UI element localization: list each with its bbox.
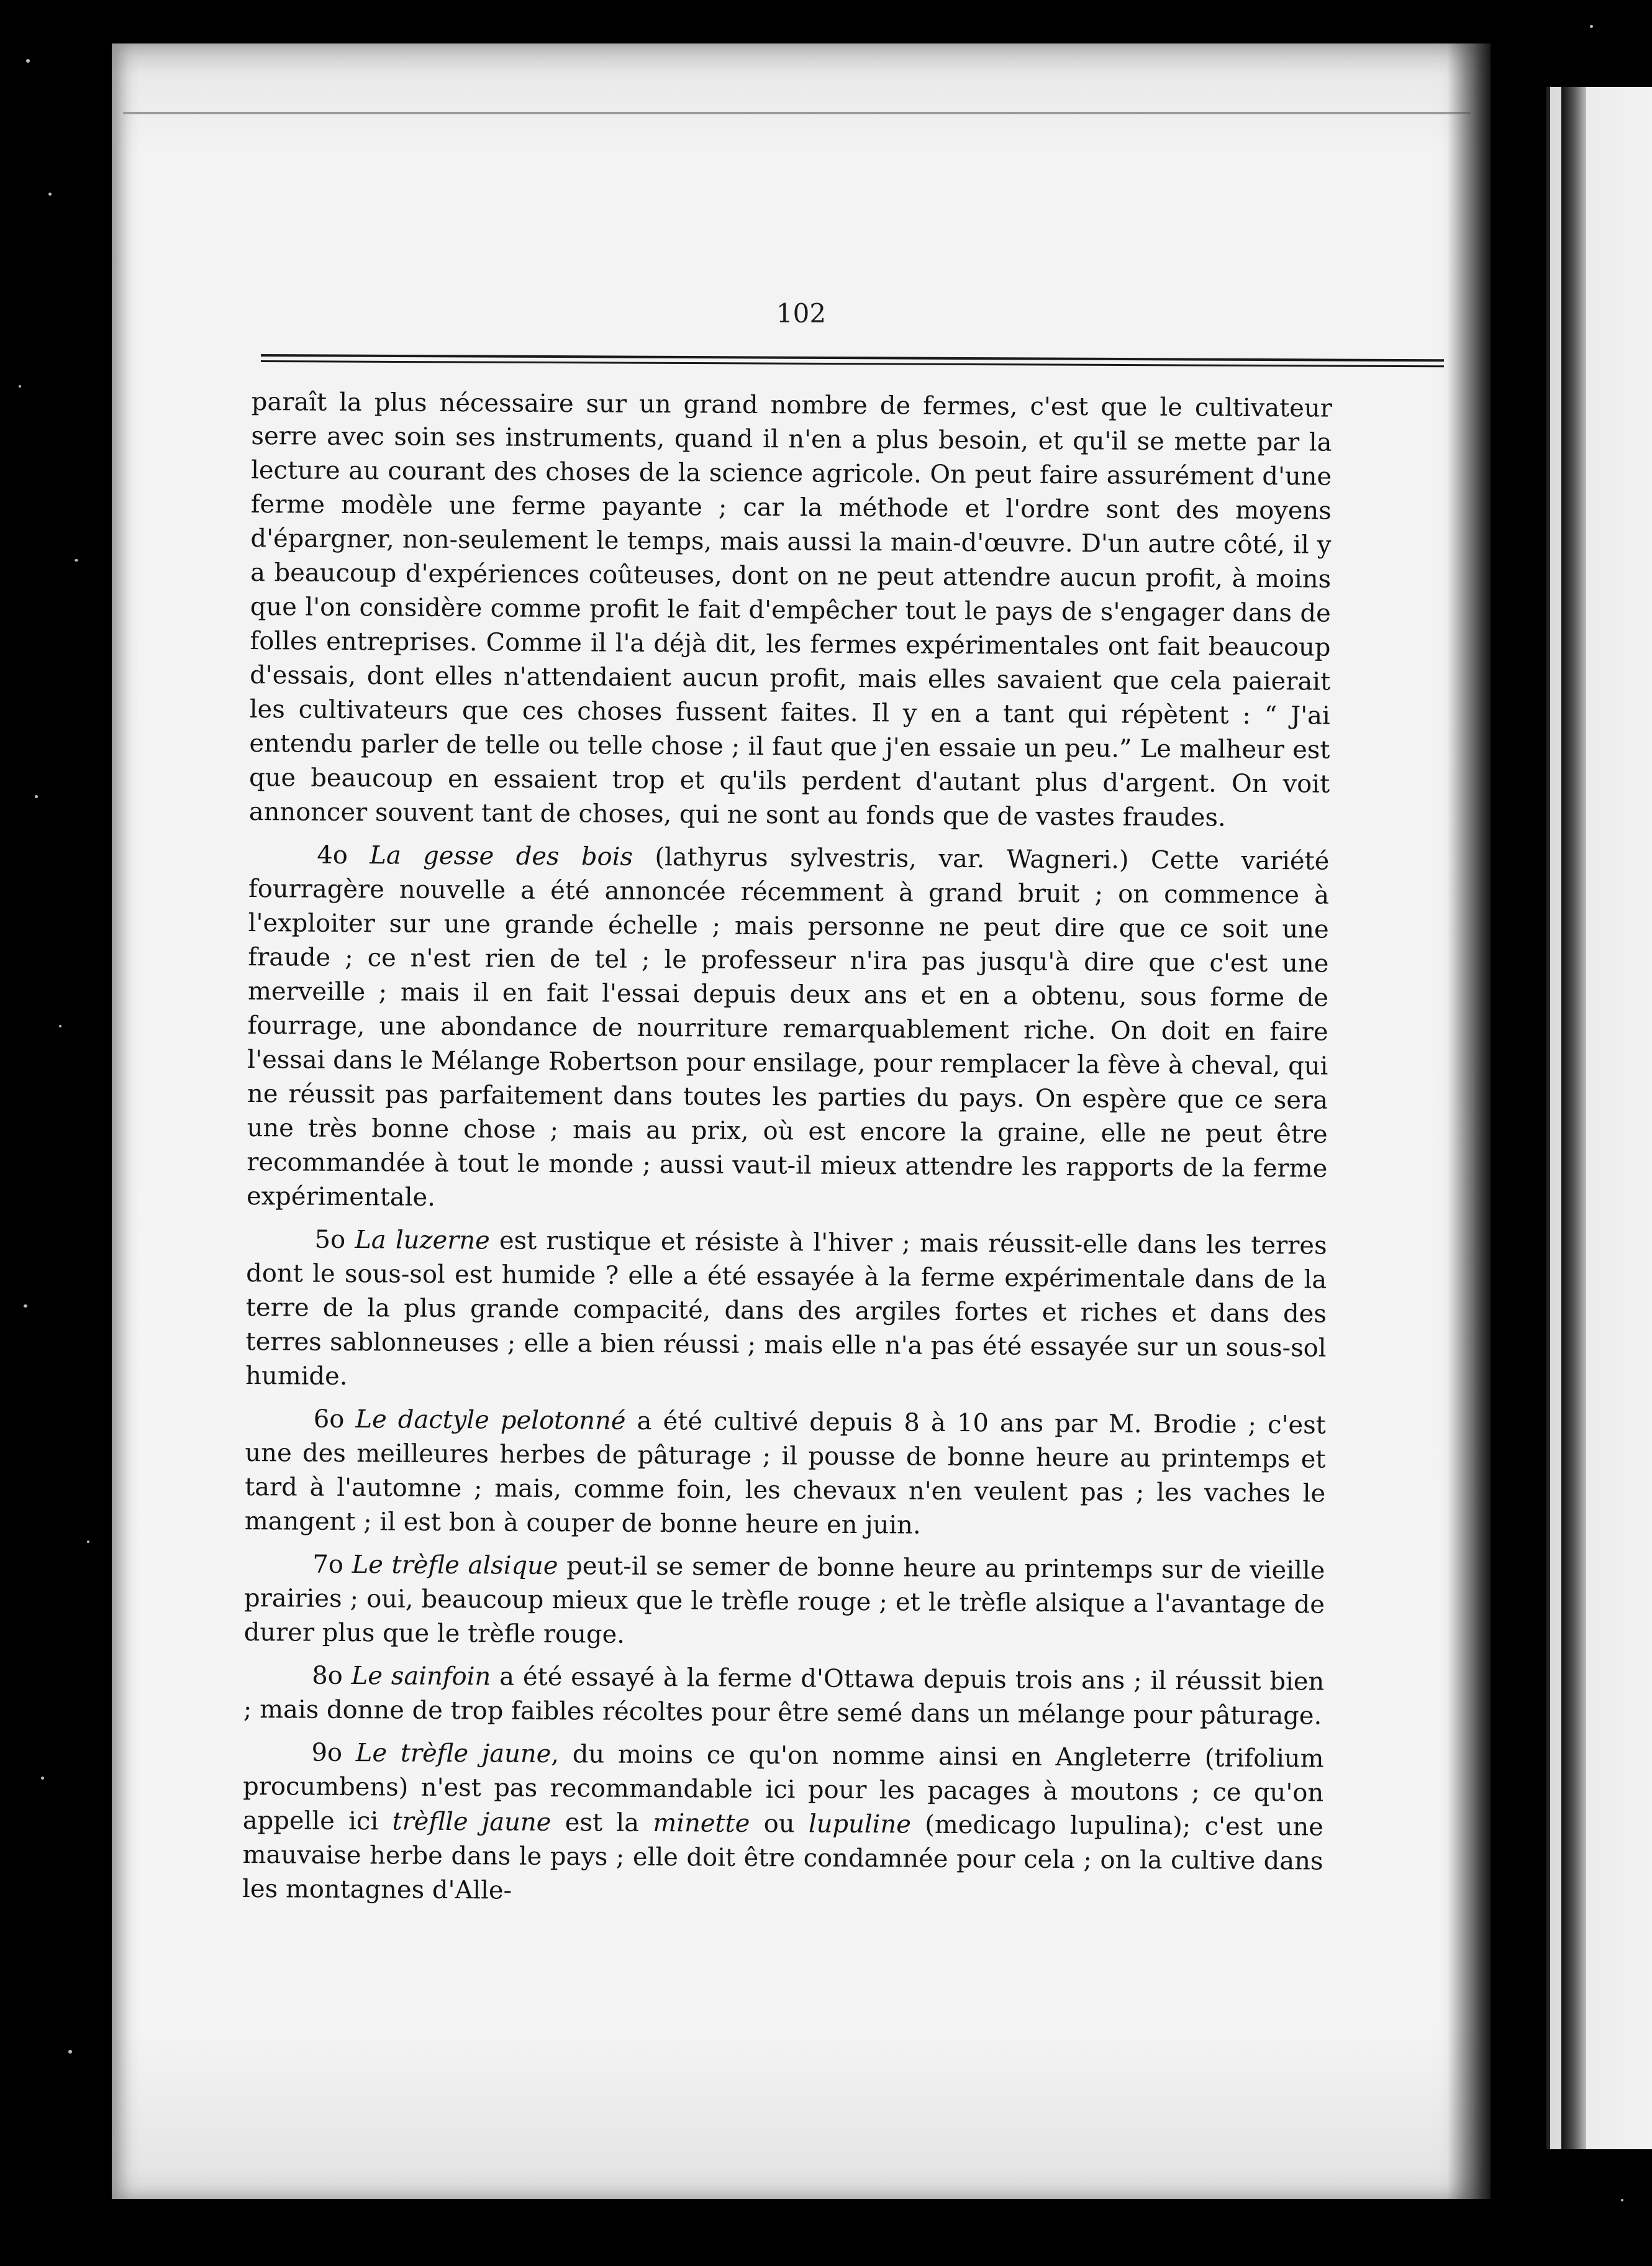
scan-speck [19,385,21,388]
text-run: paraît la plus nécessaire sur un grand nombre de fermes, c'est que le cultivateur serre avec soin ses instruments, quand il n'en a plus besoin, et qu'il se mette par la lecture au courant des choses de la science agricole. On peut faire assurément d'une ferme modèle une ferme payante ; car la méthode et l'ordre sont des moyens d'épargner, non-seulement le temps, mais aussi la main-d'œuvre. D'un autre côté, il y a beaucoup d'expériences coûteuses, dont on ne peut attendre aucun profit, à moins que l'on considère comme profit le fait d'empêcher tout le pays de s'engager dans de folles entreprises. Comme il l'a déjà dit, les fermes expérimentales ont fait beaucoup d'essais, dont elles n'attendaient aucun profit, mais elles savaient que cela paierait les cultivateurs que ces choses fussent faites. Il y en a tant qui répètent : “ J'ai entendu parler de telle ou telle chose ; il faut que j'en essaie un peu.” Le malheur est que beaucoup en essaient trop et qu'ils perdent d'autant plus d'argent. On voit annoncer souvent tant de choses, qui ne sont au fonds que de vastes fraudes. [248,387,1332,832]
text-run: a été essayé à la ferme d'Ottawa depuis trois ans ; il réussit bien ; mais donne de trop faibles récoltes pour être semé dans un mélange pour pâturage. [243,1662,1325,1731]
italic-term: La gesse des bois [370,841,633,871]
scan-speck [68,2050,72,2054]
paragraph-item-5 [245,1222,1327,1400]
text-run: ou [750,1809,809,1839]
scan-speck [35,795,38,798]
paragraph-item-7 [244,1547,1325,1657]
italic-term: Le trèfle jaune [355,1739,551,1768]
scan-speck [87,1540,89,1543]
scan-speck [59,1025,61,1027]
text-run: 7o [312,1550,352,1580]
scan-speck [75,559,78,562]
scan-speck [1621,2199,1623,2201]
paragraph-item-8 [243,1659,1325,1734]
italic-term: trèflle jaune [392,1807,551,1837]
scan-speck [24,1304,27,1308]
italic-term: Le sainfoin [351,1662,491,1691]
scan-speck [1590,25,1593,28]
scan-speck [26,59,30,63]
italic-term: Le trèfle alsique [352,1550,558,1581]
italic-term: minette [653,1808,750,1838]
body-text [242,385,1332,1922]
text-run: (lathyrus sylvestris, var. Wagneri.) Cette variété fourragère nouvelle a été annoncée récemment à grand bruit ; on commence à l'exploiter sur une grande échelle ; mais personne ne peut dire que ce soit une fraude ; ce n'est rien de tel ; le professeur n'ira pas jusqu'à dire que c'est une merveille ; mais il en fait l'essai depuis deux ans et en a obtenu, sous forme de fourrage, une abondance de nourriture remarquablement riche. On doit en faire l'essai dans le Mélange Robertson pour ensilage, pour remplacer la fève à cheval, qui ne réussit pas parfaitement dans toutes les parties du pays. On espère que ce sera une très bonne chose ; mais au prix, où est encore la graine, elle ne peut être recommandée à tout le monde ; aussi vaut-il mieux attendre les rapports de la ferme expérimentale. [246,842,1330,1212]
paragraph-item-6 [245,1402,1326,1545]
italic-term: Le dactyle pelotonné [355,1405,626,1436]
header-rule [261,354,1444,367]
page-number: 102 [776,298,827,329]
text-run: est rustique et résiste à l'hiver ; mais réussit-elle dans les terres dont le sous-sol est humide ? elle a été essayée à la ferme expérimentale dans de la terre de la plus grande compacité, dans des argiles fortes et riches et dans des terres sablonneuses ; elle a bien réussi ; mais elle n'a pas été essayée sur un sous-sol humide. [245,1226,1327,1391]
text-run: 4o [317,840,370,870]
adjacent-page-edge [1546,87,1652,2149]
text-run: 8o [312,1661,352,1691]
scan-speck [48,193,52,196]
text-run: 6o [313,1404,356,1434]
text-run: , du moins ce qu'on nomme ainsi en Angleterre (trifolium procumbens) n'est pas recommandable ici pour les pacages à moutons ; ce qu'on appelle ici [242,1739,1324,1836]
paragraph-continuation [249,385,1332,836]
text-run: 9o [311,1738,356,1768]
text-run: (medicago lupulina); c'est une mauvaise herbe dans le pays ; elle doit être condamnée pour cela ; on la cultive dans les montagnes d'Alle- [242,1810,1324,1905]
paragraph-item-4 [247,838,1330,1221]
scan-speck [41,1777,44,1780]
italic-term: lupuline [808,1809,911,1839]
text-run: est la [551,1808,653,1837]
text-run: peut-il se semer de bonne heure au printemps sur de vieille prairies ; oui, beaucoup mieux que le trèfle rouge ; et le trèfle alsique a l'avantage de durer plus que le trèfle rouge. [243,1552,1325,1649]
text-run: a été cultivé depuis 8 à 10 ans par M. Brodie ; c'est une des meilleures herbes de pâturage ; il pousse de bonne heure au printemps et tard à l'automne ; mais, comme foin, les chevaux n'en veulent pas ; les vaches le mangent ; il est bon à couper de bonne heure en juin. [244,1406,1326,1540]
paragraph-item-9 [242,1736,1324,1913]
italic-term: La luzerne [355,1226,490,1255]
text-run: 5o [314,1225,355,1255]
